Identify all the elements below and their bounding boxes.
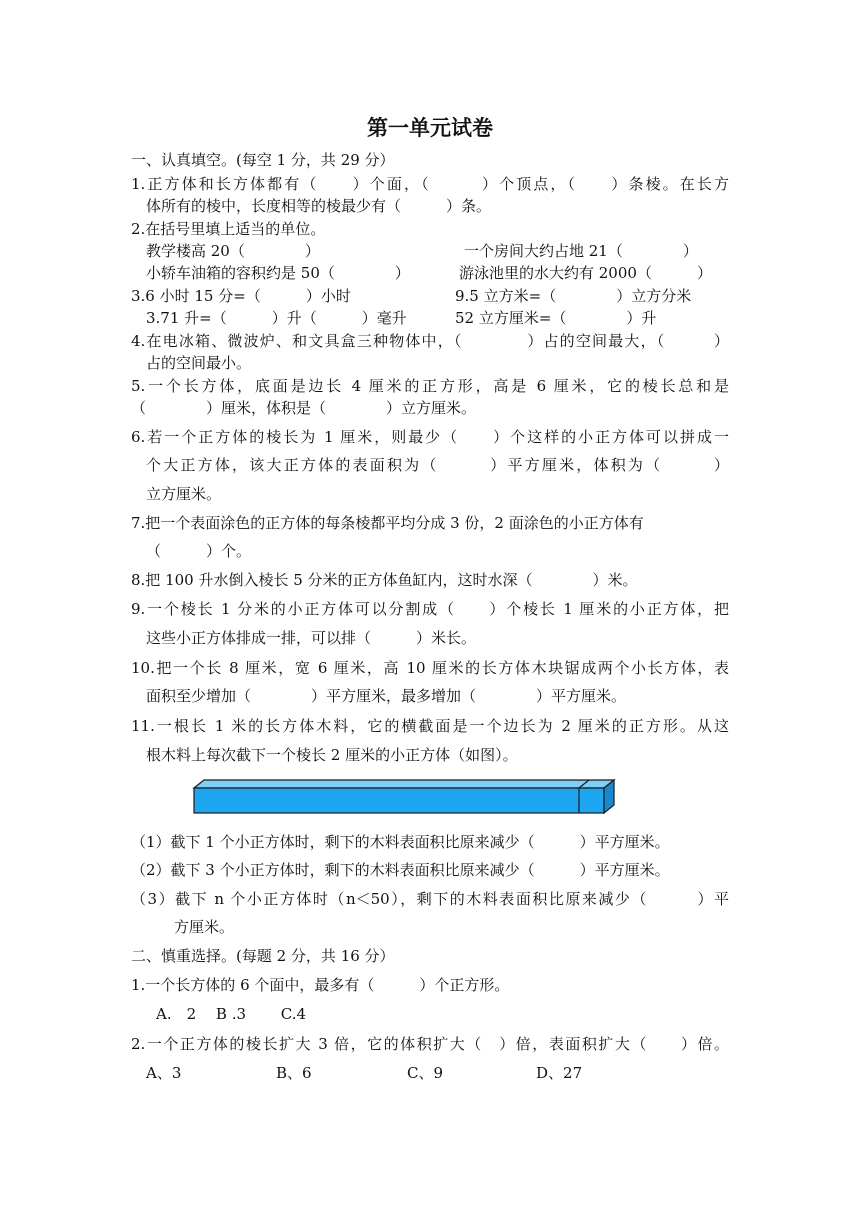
q11-sub-2: （2）截下 3 个小正方体时，剩下的木料表面积比原来减少（ ）平方厘米。 xyxy=(131,861,670,879)
q7-line-2: （ ）个。 xyxy=(146,542,252,560)
q9-line-2: 这些小正方体排成一排，可以排（ ）米长。 xyxy=(146,629,477,647)
q2-item-b: 一个房间大约占地 21（ ） xyxy=(464,242,698,260)
q6-line-2: 个大正方体，该大正方体的表面积为（ ）平方厘米，体积为（ ） xyxy=(146,456,729,474)
cuboid-front-face xyxy=(194,788,604,813)
q9-line-1: 9.一个棱长 1 分米的小正方体可以分割成（ ）个棱长 1 厘米的小正方体，把 xyxy=(131,600,729,618)
section-2-heading: 二、慎重选择。(每题 2 分，共 16 分） xyxy=(131,947,395,965)
q10-line-2: 面积至少增加（ ）平方厘米，最多增加（ ）平方厘米。 xyxy=(146,687,627,705)
cuboid-top-face xyxy=(194,780,614,788)
q2-item-a: 教学楼高 20（ ） xyxy=(146,242,320,260)
choice-q1-options: A. 2 B .3 C.4 xyxy=(156,1005,307,1023)
q7-line-1: 7.把一个表面涂色的正方体的每条棱都平均分成 3 份，2 面涂色的小正方体有 xyxy=(131,514,644,532)
choice-q2-option-d: D、27 xyxy=(536,1064,583,1082)
q3-item-d: 52 立方厘米=（ ）升 xyxy=(455,309,657,327)
choice-q2-stem: 2.一个正方体的棱长扩大 3 倍，它的体积扩大（ ）倍，表面积扩大（ ）倍。 xyxy=(131,1035,729,1053)
q2-item-d: 游泳池里的水大约有 2000（ ） xyxy=(459,264,712,282)
q4-line-2: 占的空间最小。 xyxy=(146,354,252,372)
q11-sub-1: （1）截下 1 个小正方体时，剩下的木料表面积比原来减少（ ）平方厘米。 xyxy=(131,833,670,851)
q3-item-a: 3.6 小时 15 分=（ ）小时 xyxy=(131,287,351,305)
q2-item-c: 小轿车油箱的容积约是 50（ ） xyxy=(146,264,410,282)
choice-q1-stem: 1.一个长方体的 6 个面中，最多有（ ）个正方形。 xyxy=(131,976,510,994)
q5-line-2: （ ）厘米，体积是（ ）立方厘米。 xyxy=(131,399,477,417)
cuboid-figure xyxy=(190,776,618,820)
q10-line-1: 10.把一个长 8 厘米，宽 6 厘米，高 10 厘米的长方体木块锯成两个小长方体，表 xyxy=(131,659,729,677)
q5-line-1: 5.一个长方体，底面是边长 4 厘米的正方形，高是 6 厘米，它的棱长总和是 xyxy=(131,377,729,395)
q11-sub-3-line-2: 方厘米。 xyxy=(174,918,235,936)
q2-intro: 2.在括号里填上适当的单位。 xyxy=(131,220,326,238)
q3-item-c: 3.71 升=（ ）升（ ）毫升 xyxy=(146,309,407,327)
q1-line-1: 1.正方体和长方体都有（ ）个面，（ ）个顶点，（ ）条棱。在长方 xyxy=(131,175,729,193)
q4-line-1: 4.在电冰箱、微波炉、和文具盒三种物体中，（ ）占的空间最大，（ ） xyxy=(131,332,729,350)
choice-q2-option-c: C、9 xyxy=(407,1064,444,1082)
choice-q2-option-b: B、6 xyxy=(276,1064,312,1082)
q11-sub-3-line-1: （3）截下 n 个小正方体时（n＜50），剩下的木料表面积比原来减少（ ）平 xyxy=(131,890,729,908)
q6-line-1: 6.若一个正方体的棱长为 1 厘米，则最少（ ）个这样的小正方体可以拼成一 xyxy=(131,428,729,446)
q6-line-3: 立方厘米。 xyxy=(146,485,222,503)
section-1-heading: 一、认真填空。(每空 1 分，共 29 分） xyxy=(131,151,395,169)
q3-item-b: 9.5 立方米=（ ）立方分米 xyxy=(455,287,692,305)
q1-line-2: 体所有的棱中，长度相等的棱最少有（ ）条。 xyxy=(146,197,492,215)
choice-q2-option-a: A、3 xyxy=(146,1064,182,1082)
q11-line-2: 根木料上每次截下一个棱长 2 厘米的小正方体（如图）。 xyxy=(146,746,518,764)
page-title: 第一单元试卷 xyxy=(367,116,493,140)
q8-line: 8.把 100 升水倒入棱长 5 分米的正方体鱼缸内，这时水深（ ）米。 xyxy=(131,571,638,589)
q11-line-1: 11.一根长 1 米的长方体木料，它的横截面是一个边长为 2 厘米的正方形。从这 xyxy=(131,717,729,735)
